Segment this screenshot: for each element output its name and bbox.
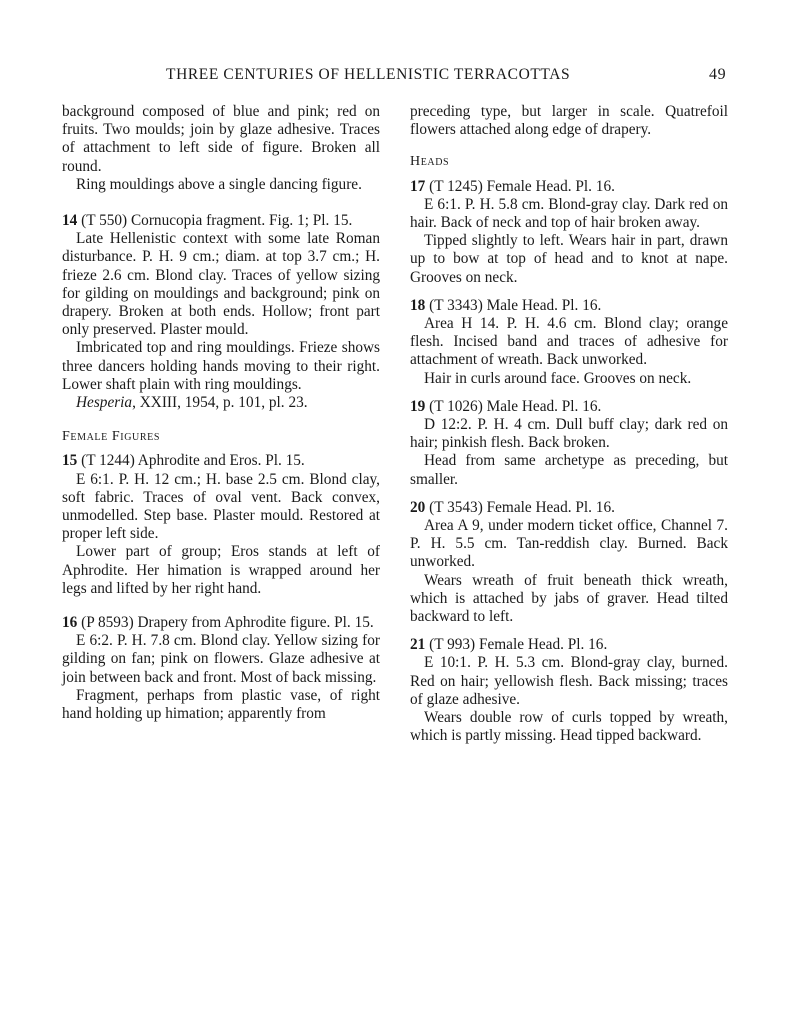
entry-description: Tipped slightly to left. Wears hair in part, drawn up to bow at top of head and to knot at nape. Grooves on neck. xyxy=(410,232,728,286)
catalogue-entry-14 xyxy=(62,212,380,412)
continued-paragraph: preceding type, but larger in scale. Quatrefoil flowers attached along edge of drapery. xyxy=(410,103,728,139)
entry-number: 20 xyxy=(410,498,426,516)
left-column xyxy=(62,103,380,723)
entry-description: Hair in curls around face. Grooves on neck. xyxy=(424,369,692,387)
catalogue-entry-19 xyxy=(410,398,728,489)
entry-heading xyxy=(410,297,728,315)
section-heading-female-figures: Female Figures xyxy=(62,429,161,445)
entry-title: (T 550) Cornucopia fragment. Fig. 1; Pl. 15. xyxy=(81,212,353,230)
entry-number: 15 xyxy=(62,452,78,470)
catalogue-entry-20 xyxy=(410,499,728,626)
entry-heading xyxy=(410,499,728,517)
right-column xyxy=(410,103,728,746)
entry-number: 14 xyxy=(62,212,78,230)
page-number: 49 xyxy=(709,66,727,83)
entry-number: 19 xyxy=(410,397,426,415)
reference-journal: Hesperia xyxy=(76,394,133,412)
entry-description: Wears double row of curls topped by wreath, which is partly missing. Head tipped backward. xyxy=(410,709,728,745)
catalogue-entry-16 xyxy=(62,614,380,723)
entry-details: E 6:1. P. H. 5.8 cm. Blond-gray clay. Dark red on hair. Back of neck and top of hair broken away. xyxy=(410,195,728,232)
entry-number: 17 xyxy=(410,177,426,195)
entry-details: E 10:1. P. H. 5.3 cm. Blond-gray clay, burned. Red on hair; yellowish flesh. Back missing; traces of glaze adhesive. xyxy=(410,654,728,708)
entry-title: (T 1245) Female Head. Pl. 16. xyxy=(429,177,615,195)
entry-heading xyxy=(410,178,728,196)
continued-description: Ring mouldings above a single dancing figure. xyxy=(76,175,362,193)
entry-number: 16 xyxy=(62,614,78,632)
entry-details: Late Hellenistic context with some late Roman disturbance. P. H. 9 cm.; diam. at top 3.7 cm.; H. frieze 2.6 cm. Blond clay. Traces of yellow sizing for gilding on mouldings and background; pink on drapery. Broken at both ends. Hollow; front part only preserved. Plaster mould. xyxy=(62,230,380,339)
entry-heading xyxy=(62,212,380,230)
continued-paragraph: background composed of blue and pink; red on fruits. Two moulds; join by glaze adhesive. Traces of attachment to left side of figure. Broken all round. xyxy=(62,103,380,175)
entry-heading xyxy=(410,398,728,416)
entry-number: 21 xyxy=(410,636,426,654)
catalogue-entry-21 xyxy=(410,636,728,745)
entry-heading xyxy=(62,452,380,470)
entry-title: (T 993) Female Head. Pl. 16. xyxy=(429,636,608,654)
entry-details: E 6:2. P. H. 7.8 cm. Blond clay. Yellow sizing for gilding on fan; pink on flowers. Glaze adhesive at join between back and front. Most of back missing. xyxy=(62,632,380,686)
entry-title: (T 1244) Aphrodite and Eros. Pl. 15. xyxy=(81,452,305,470)
entry-description: Lower part of group; Eros stands at left of Aphrodite. Her himation is wrapped around her legs and lifted by her right hand. xyxy=(62,543,380,597)
entry-reference xyxy=(62,394,380,412)
entry-details: Area A 9, under modern ticket office, Channel 7. P. H. 5.5 cm. Tan-reddish clay. Burned. Back unworked. xyxy=(410,517,728,571)
catalogue-entry-18 xyxy=(410,297,728,388)
entry-title: (T 3343) Male Head. Pl. 16. xyxy=(429,296,602,314)
running-title: THREE CENTURIES OF HELLENISTIC TERRACOTTAS xyxy=(166,66,571,83)
entry-title: (T 1026) Male Head. Pl. 16. xyxy=(429,397,602,415)
entry-description: Imbricated top and ring mouldings. Frieze shows three dancers holding hands moving to their right. Lower shaft plain with ring mouldings. xyxy=(62,339,380,393)
entry-description: Wears wreath of fruit beneath thick wreath, which is attached by jabs of graver. Head tilted backward to left. xyxy=(410,571,728,626)
section-heading-heads: Heads xyxy=(410,154,450,170)
entry-title: (T 3543) Female Head. Pl. 16. xyxy=(429,498,615,516)
entry-details: Area H 14. P. H. 4.6 cm. Blond clay; orange flesh. Incised band and traces of adhesive for attachment of wreath. Back unworked. xyxy=(410,315,728,369)
entry-title: (P 8593) Drapery from Aphrodite figure. Pl. 15. xyxy=(81,614,374,632)
entry-details: E 6:1. P. H. 12 cm.; H. base 2.5 cm. Blond clay, soft fabric. Traces of oval vent. Back convex, unmodelled. Step base. Plaster mould. Restored at proper left side. xyxy=(62,470,380,543)
catalogue-entry-17 xyxy=(410,178,728,287)
entry-heading xyxy=(410,636,728,654)
catalogue-entry-15 xyxy=(62,452,380,598)
reference-citation: , XXIII, 1954, p. 101, pl. 23. xyxy=(132,394,308,412)
entry-description: Head from same archetype as preceding, but smaller. xyxy=(410,452,728,488)
entry-number: 18 xyxy=(410,296,426,314)
entry-heading xyxy=(62,614,380,632)
entry-details: D 12:2. P. H. 4 cm. Dull buff clay; dark red on hair; pinkish flesh. Back broken. xyxy=(410,416,728,452)
entry-description: Fragment, perhaps from plastic vase, of right hand holding up himation; apparently from xyxy=(62,686,380,723)
